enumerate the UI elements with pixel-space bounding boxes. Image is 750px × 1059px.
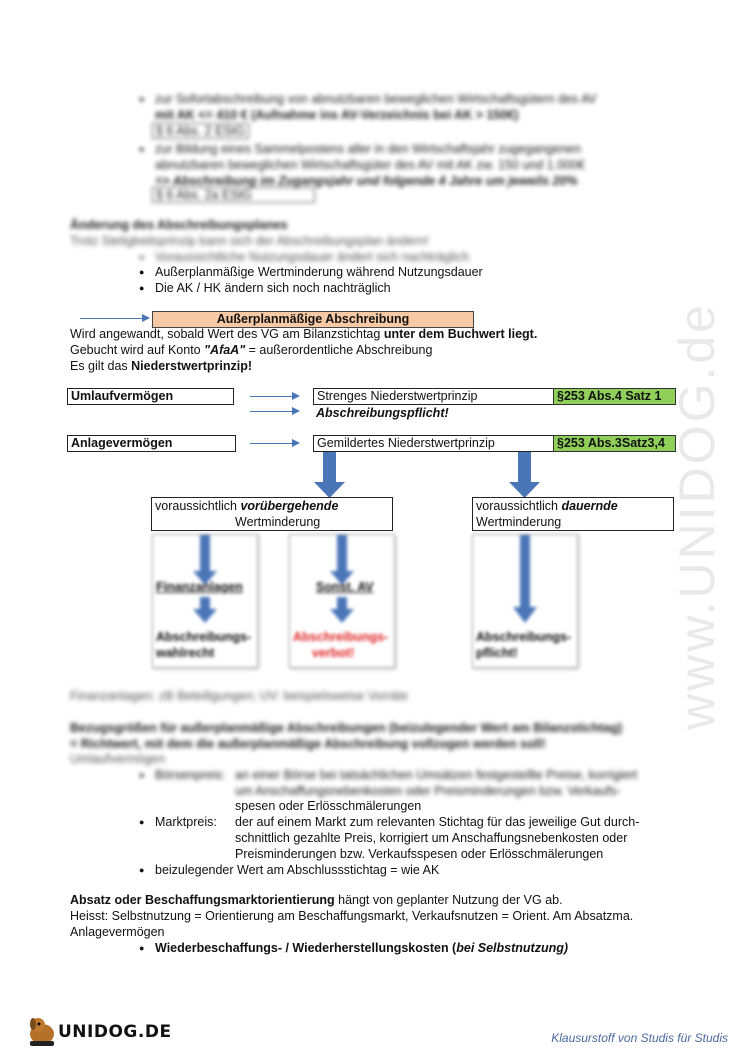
text: pflicht! <box>476 646 518 660</box>
list-item: ● Die AK / HK ändern sich noch nachträglich <box>155 280 391 296</box>
definition-line: der auf einem Markt zum relevanten Stichtag für das jeweilige Gut durch- <box>235 815 640 829</box>
text: Abschreibungs- <box>293 630 389 644</box>
text <box>476 498 618 514</box>
definition-line: schnittlich gezahlte Preis, korrigiert um Anschaffungsnebenkosten oder <box>235 831 628 845</box>
list-item-label: ● Marktpreis: <box>155 814 217 830</box>
watermark-text: www.UNIDOG.de <box>669 302 725 730</box>
law-badge-1: §253 Abs.4 Satz 1 <box>553 388 676 405</box>
blurred-line: => Abschreibung im Zugangsjahr und folgende 4 Jahre um jeweils 20% <box>155 174 578 188</box>
arrow-right-icon <box>80 318 148 319</box>
blurred-heading: Änderung des Abschreibungsplanes <box>70 218 288 232</box>
arrow-right-icon <box>250 396 298 397</box>
intro-line-1 <box>70 326 537 342</box>
text <box>155 498 338 514</box>
law-badge-2: §253 Abs.3Satz3,4 <box>553 435 676 452</box>
text: Wertminderung <box>235 515 321 529</box>
watermark <box>652 250 732 740</box>
text: Es gilt das <box>70 359 132 373</box>
temporary-impairment-box <box>151 497 393 531</box>
list-item <box>155 940 568 956</box>
text: Abschreibungs- <box>156 630 252 644</box>
text: = außerordentliche Abschreibung <box>245 343 433 357</box>
logo <box>24 1012 174 1048</box>
blurred-bullet: ● zur Bildung eines Sammelpostens aller in den Wirtschaftsjahr zugegangenen <box>155 141 581 157</box>
account-name: "AfaA" <box>204 343 246 357</box>
blurred-bullet: ● Börsenpreis: <box>155 767 225 783</box>
arrow-down-icon <box>310 452 350 500</box>
text: Wertminderung <box>476 515 562 529</box>
logo-text: UNIDOG.DE <box>58 1022 172 1042</box>
emphasis: bei Selbstnutzung) <box>456 941 569 955</box>
emphasis: vorübergehende <box>240 499 339 513</box>
emphasis: dauernde <box>561 499 618 513</box>
blurred-line: an einer Börse bei tatsächlichen Umsätzen festgestellte Preise, korrigiert <box>235 768 638 782</box>
boerse-continued: spesen oder Erlösschmälerungen <box>235 799 422 813</box>
permanent-impairment-box <box>472 497 674 531</box>
arrow-down-icon <box>513 535 537 630</box>
list-item: ● Außerplanmäßige Wertminderung während Nutzungsdauer <box>155 264 483 280</box>
absatz-line <box>70 892 563 908</box>
blurred-line: abnutzbaren beweglichen Wirtschaftsgüter des AV mit AK zw. 150 und 1.000€ <box>155 158 585 172</box>
definition-line: Preisminderungen bzw. Verkaufsspesen oder Erlösschmälerungen <box>235 847 604 861</box>
umlauf-box: Umlaufvermögen <box>67 388 234 405</box>
blurred-line: Umlaufvermögen <box>70 752 166 766</box>
text: verbot! <box>312 646 355 660</box>
blurred-line: Finanzanlagen: zB Beteiligungen; UV: beispielsweise Vorräte <box>70 689 408 703</box>
blurred-heading: Bezugsgrößen für außerplanmäßige Abschreibungen (beizulegender Wert am Bilanzstichtag) <box>70 721 623 735</box>
blurred-law-box: § 6 Abs. 2 EStG <box>152 123 249 139</box>
text: wahlrecht <box>156 646 215 660</box>
arrow-right-icon <box>250 411 298 412</box>
text: voraussichtlich <box>476 499 562 513</box>
text: hängt von geplanter Nutzung der VG ab. <box>334 893 563 907</box>
column-financial-assets <box>152 534 258 668</box>
intro-line-2 <box>70 342 432 358</box>
blurred-bullet: ● Voraussichtliche Nutzungsdauer ändert sich nachträglich <box>155 249 469 265</box>
blurred-line: Trotz Stetigkeitsprinzip kann sich der Abschreibungsplan ändern! <box>70 234 429 248</box>
blurred-line: mit AK <= 410 € (Aufnahme ins AV-Verzeichnis bei AK > 150€) <box>155 108 519 122</box>
strenges-box: Strenges Niederstwertprinzip <box>313 388 554 405</box>
list-item: ● beizulegender Wert am Abschlussstichtag = wie AK <box>155 862 439 878</box>
text: voraussichtlich <box>155 499 241 513</box>
text: Wiederbeschaffungs- / Wiederherstellungskosten ( <box>155 941 457 955</box>
text: Wird angewandt, sobald Wert des VG am Bilanzstichtag <box>70 327 384 341</box>
text: Gebucht wird auf Konto <box>70 343 205 357</box>
emphasis: Absatz oder Beschaffungsmarktorientierung <box>70 893 335 907</box>
anlage-box: Anlagevermögen <box>67 435 236 452</box>
section-title: Außerplanmäßige Abschreibung <box>152 311 474 328</box>
heisst-line: Heisst: Selbstnutzung = Orientierung am Beschaffungsmarkt, Verkaufsnutzen = Orient. Am Absatzma. <box>70 909 634 923</box>
intro-line-3 <box>70 358 252 374</box>
text: Finanzanlagen <box>156 580 243 594</box>
arrow-down-icon <box>505 452 545 500</box>
blurred-bullet: ● zur Sofortabschreibung von abnutzbaren beweglichen Wirtschaftsgütern des AV <box>155 91 597 107</box>
blurred-law-box: § 6 Abs. 2a EStG <box>152 187 315 203</box>
anlagev-line: Anlagevermögen <box>70 925 165 939</box>
footer-slogan: Klausurstoff von Studis für Studis <box>551 1031 728 1045</box>
column-permanent <box>472 534 578 668</box>
emphasis: Niederstwertprinzip! <box>131 359 252 373</box>
dog-icon <box>24 1012 60 1048</box>
emphasis: unter dem Buchwert liegt. <box>383 327 538 341</box>
text: Abschreibungs- <box>476 630 572 644</box>
pflicht-label: Abschreibungspflicht! <box>316 406 449 420</box>
text: Sonst. AV <box>316 580 374 594</box>
blurred-line: = Richtwert, mit dem die außerplanmäßige Abschreibung vollzogen werden soll! <box>70 737 546 751</box>
arrow-right-icon <box>250 443 298 444</box>
gemildert-box: Gemildertes Niederstwertprinzip <box>313 435 554 452</box>
blurred-line: um Anschaffungsnebenkosten oder Preisminderungen bzw. Verkaufs- <box>235 784 621 798</box>
column-other-fixed-assets <box>289 534 395 668</box>
